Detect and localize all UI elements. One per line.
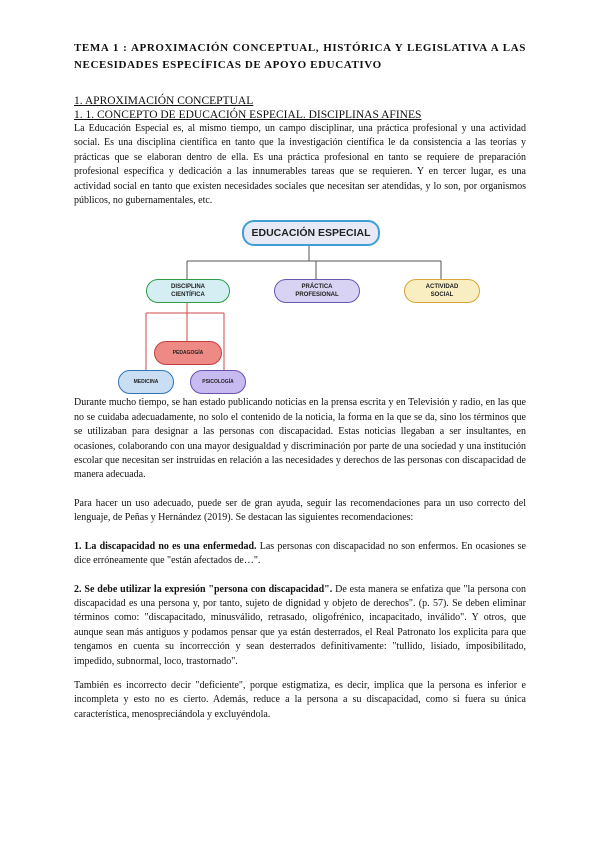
section-heading: 1. APROXIMACIÓN CONCEPTUAL xyxy=(74,95,254,107)
recommendation-2-heading: 2. Se debe utilizar la expresión "persona con discapacidad". xyxy=(74,583,333,595)
recommendation-1-heading: 1. La discapacidad no es una enfermedad. xyxy=(74,540,257,552)
node-actividad-social: ACTIVIDAD SOCIAL xyxy=(404,279,480,303)
node-practica-profesional: PRÁCTICA PROFESIONAL xyxy=(274,279,360,303)
paragraph-recommendations-intro: Para hacer un uso adecuado, puede ser de gran ayuda, seguir las recomendaciones para un uso correcto del lenguaje, de Peñas y Hernández (2019). Se destacan las siguientes recomendaciones: xyxy=(74,497,526,524)
subsection-heading: 1. 1. CONCEPTO DE EDUCACIÓN ESPECIAL. DISCIPLINAS AFINES xyxy=(74,109,422,121)
recommendation-1 xyxy=(74,540,526,569)
paragraph-media: Durante mucho tiempo, se han estado publicando noticias en la prensa escrita y en Televisión y radio, en las que no se cuidaba adecuadamente, no solo el contenido de la noticia, la forma en la que se da, sino los términos que se utilizaban para designar a las personas con discapacidad. Estas noticias llegaban a ser insultantes, en ocasiones, colaborando con una mayor desigualdad y discriminación por parte de una sociedad y una institución escolar que necesitan ser instruidas en relación a las necesidades y derechos de las personas con discapacidad de manera adecuada. xyxy=(74,397,526,481)
node-disciplina-cientifica: DISCIPLINA CIENTÍFICA xyxy=(146,279,230,303)
node-medicina: MEDICINA xyxy=(118,370,174,394)
concept-diagram xyxy=(74,216,526,388)
document-page xyxy=(74,40,526,722)
recommendation-2-text: De esta manera se enfatiza que "la persona con discapacidad es una persona y, por tanto, sujeto de dignidad y objeto de derechos". (p. 57). Se deben eliminar términos como: "discapacitado, minusválido, retrasado, oligofrénico, incapacitado, inválido". Y otros, que aunque sean más antiguos y podamos pensar que ya están desterrados, el Real Patronato los explicita para que tengamos en cuenta su incorrección y sean desterrados definitivamente: "tullido, lisiado, imposibilitado, impedido, subnormal, loco, trastornado". xyxy=(74,583,526,667)
paragraph-deficiente: También es incorrecto decir "deficiente", porque estigmatiza, es decir, implica que la persona es inferior e incompleta y esto no es cierto. Además, reduce a la persona a su discapacidad, como si fuera su única característica, menospreciándola y excluyéndola. xyxy=(74,679,526,720)
paragraph-definition: La Educación Especial es, al mismo tiempo, un campo disciplinar, una práctica profesional y una actividad social. Es una disciplina científica en tanto que la investigación científica le da consistencia a las teorías y prácticas que se elaboran dentro de ella. Es una práctica profesional en tanto se requiere de preparación profesional específica y dedicación a las innumerables tareas que se requieren. Y en tercer lugar, es una actividad social en tanto que existen necesidades sociales que necesitan ser atendidas, y lo son, por organismos públicos, no gubernamentales, etc. xyxy=(74,123,526,207)
node-psicologia: PSICOLOGÍA xyxy=(190,370,246,394)
node-pedagogia: PEDAGOGÍA xyxy=(154,341,222,365)
node-educacion-especial: EDUCACIÓN ESPECIAL xyxy=(242,220,380,246)
document-title: TEMA 1 : APROXIMACIÓN CONCEPTUAL, HISTÓRICA Y LEGISLATIVA A LAS NECESIDADES ESPECÍFICAS DE APOYO EDUCATIVO xyxy=(74,42,526,71)
recommendation-1-text: Las personas con discapacidad no son enfermos. En ocasiones se dice erróneamente que "están afectados de…". xyxy=(74,540,526,567)
recommendation-2 xyxy=(74,583,526,669)
